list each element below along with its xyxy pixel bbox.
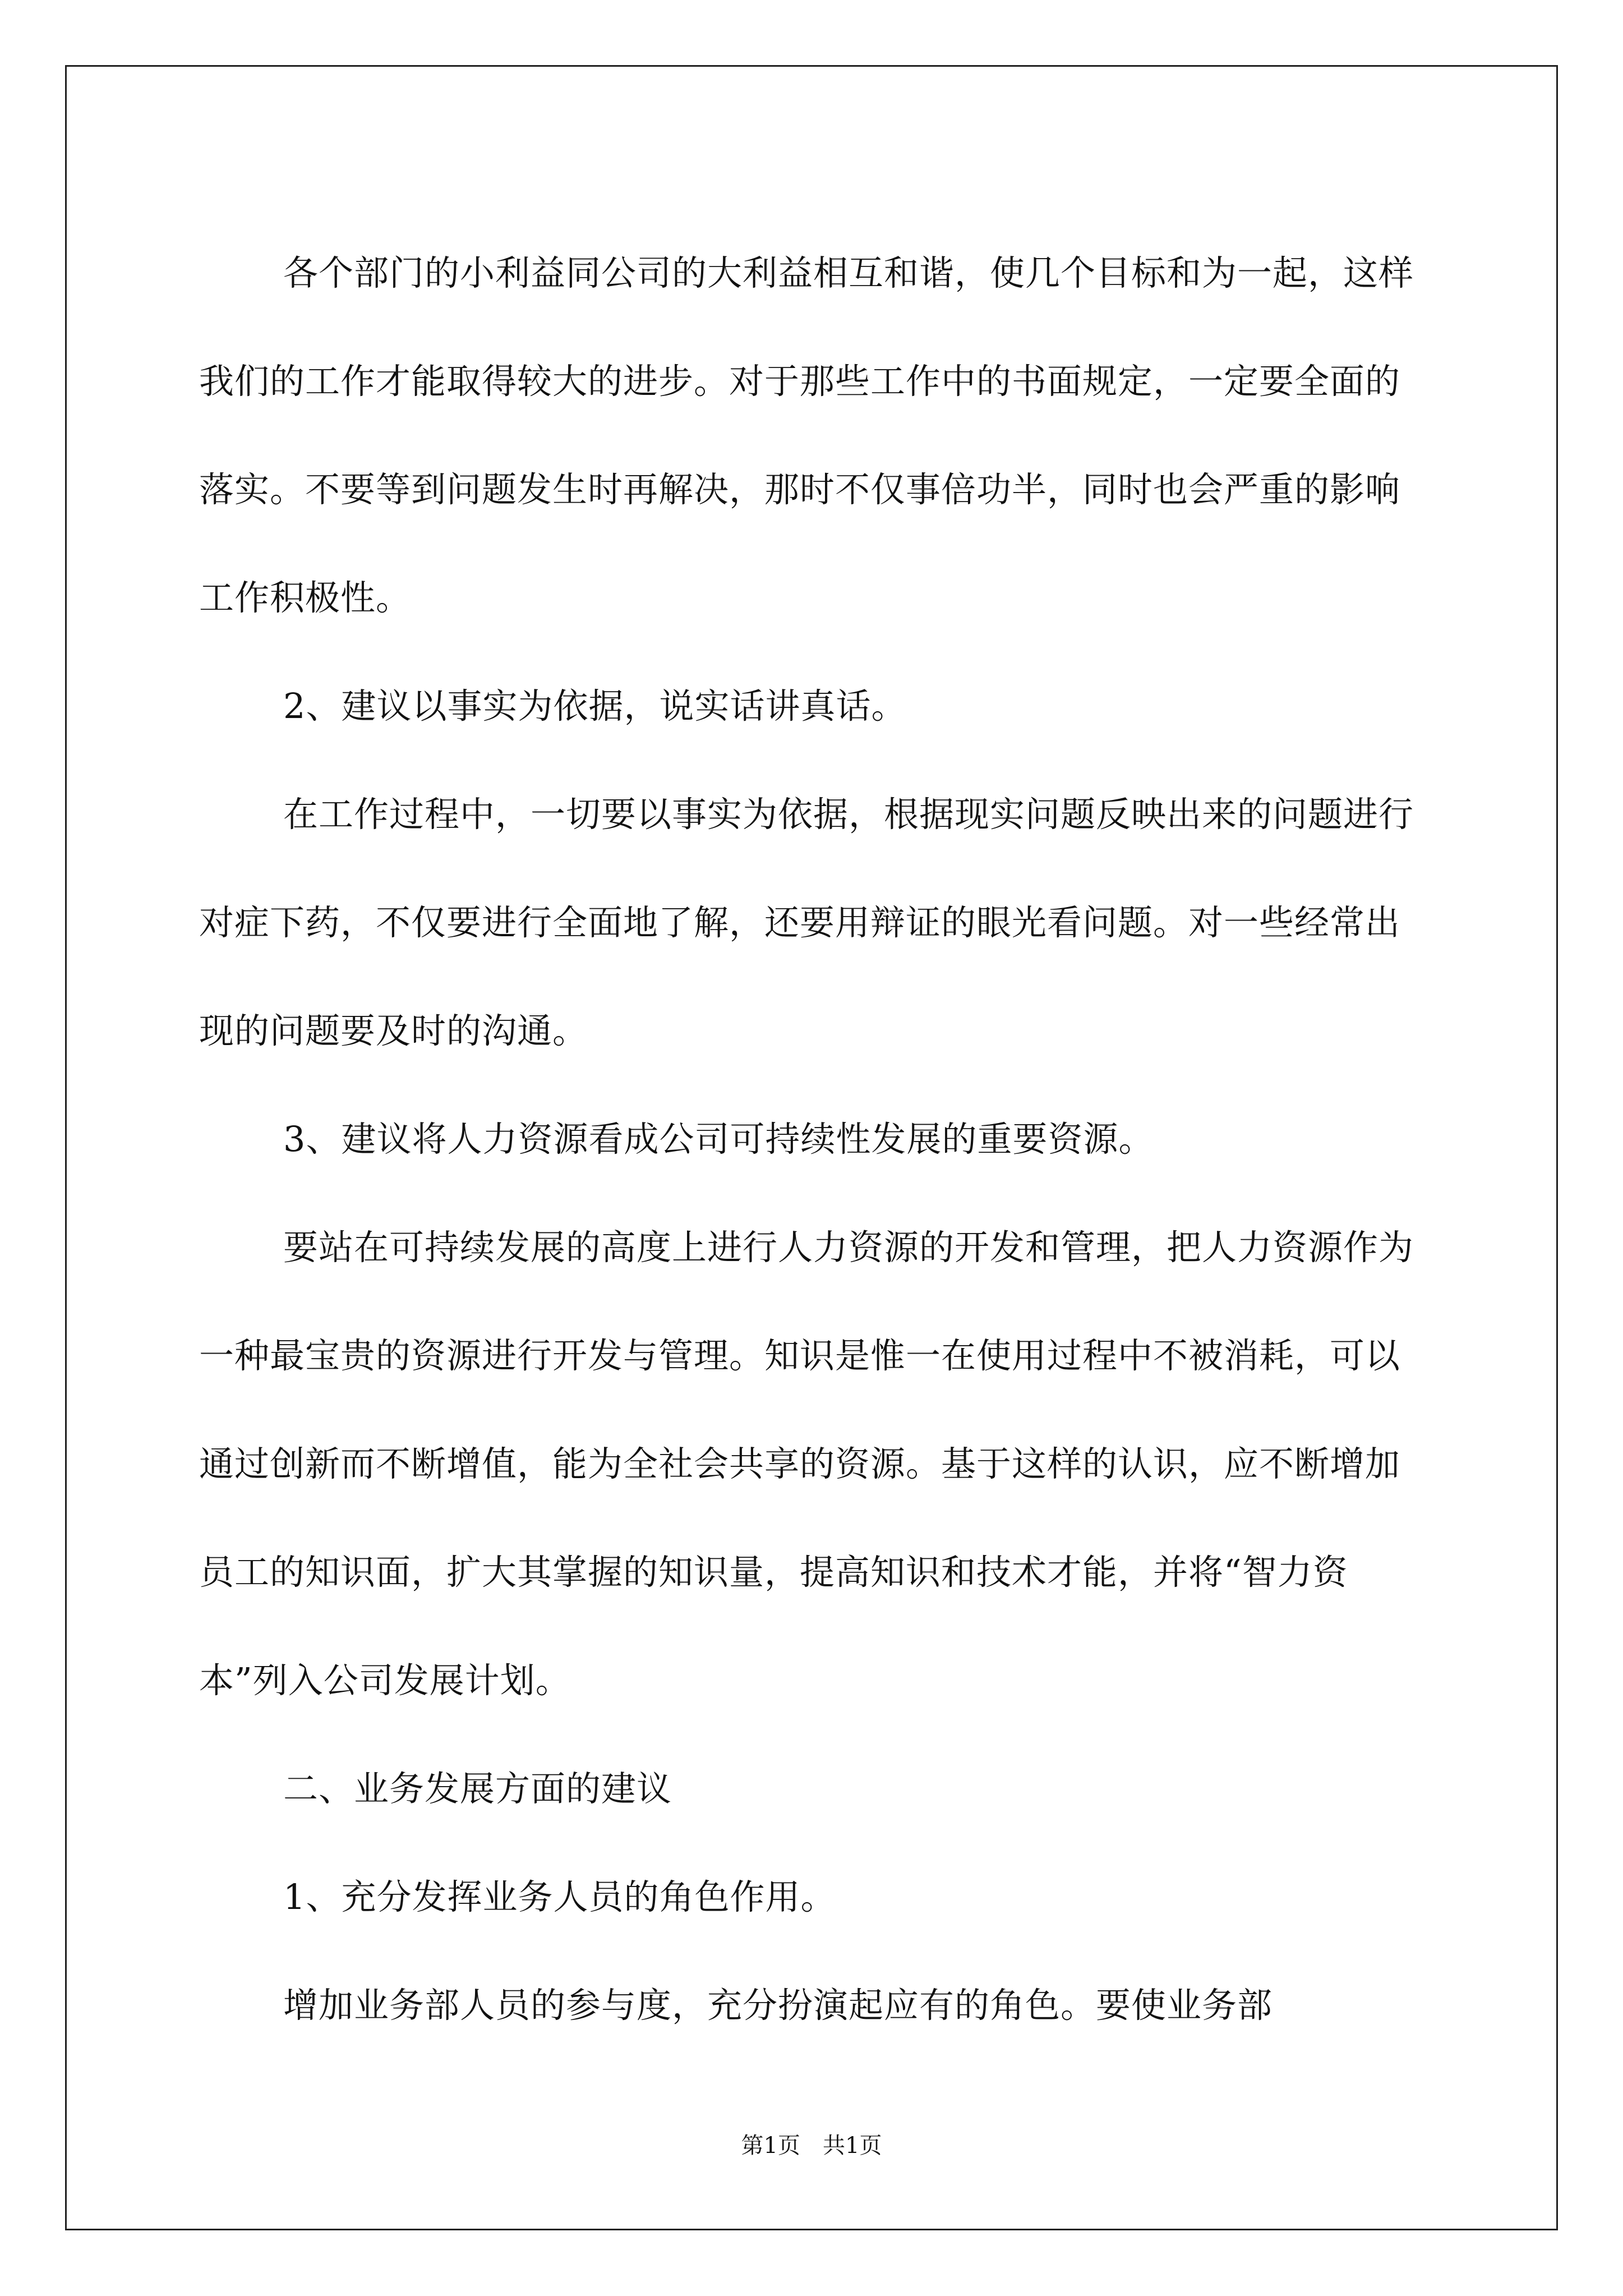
- page-footer: 第1页 共1页: [741, 2133, 882, 2159]
- paragraph-8: 增加业务部人员的参与度，充分扮演起应有的角色。要使业务部: [283, 1985, 1273, 2026]
- paragraph-5: 要站在可持续发展的高度上进行人力资源的开发和管理，把人力资源作为一种最宝贵的资源进行开发与管理。知识是惟一在使用过程中不被消耗，可以通过创新而不断增值，能为全社会共享的资源。基于这样的认识，应不断增加员工的知识面，扩大其掌握的知识量，提高知识和技术才能，并将“智力资本”列入公司发展计划。: [199, 1227, 1414, 1701]
- paragraph-1: 各个部门的小利益同公司的大利益相互和谐，使几个目标和为一起，这样我们的工作才能取得较大的进步。对于那些工作中的书面规定，一定要全面的落实。不要等到问题发生时再解决，那时不仅事倍功半，同时也会严重的影响工作积极性。: [199, 252, 1414, 618]
- paragraph-4-heading: 3、建议将人力资源看成公司可持续性发展的重要资源。: [283, 1119, 1154, 1159]
- section-heading: 二、业务发展方面的建议: [283, 1768, 672, 1809]
- paragraph-2-heading: 2、建议以事实为依据，说实话讲真话。: [283, 685, 907, 726]
- paragraph-7-heading: 1、充分发挥业务人员的角色作用。: [283, 1876, 836, 1917]
- paragraph-3: 在工作过程中，一切要以事实为依据，根据现实问题反映出来的问题进行对症下药，不仅要进行全面地了解，还要用辩证的眼光看问题。对一些经常出现的问题要及时的沟通。: [199, 794, 1414, 1051]
